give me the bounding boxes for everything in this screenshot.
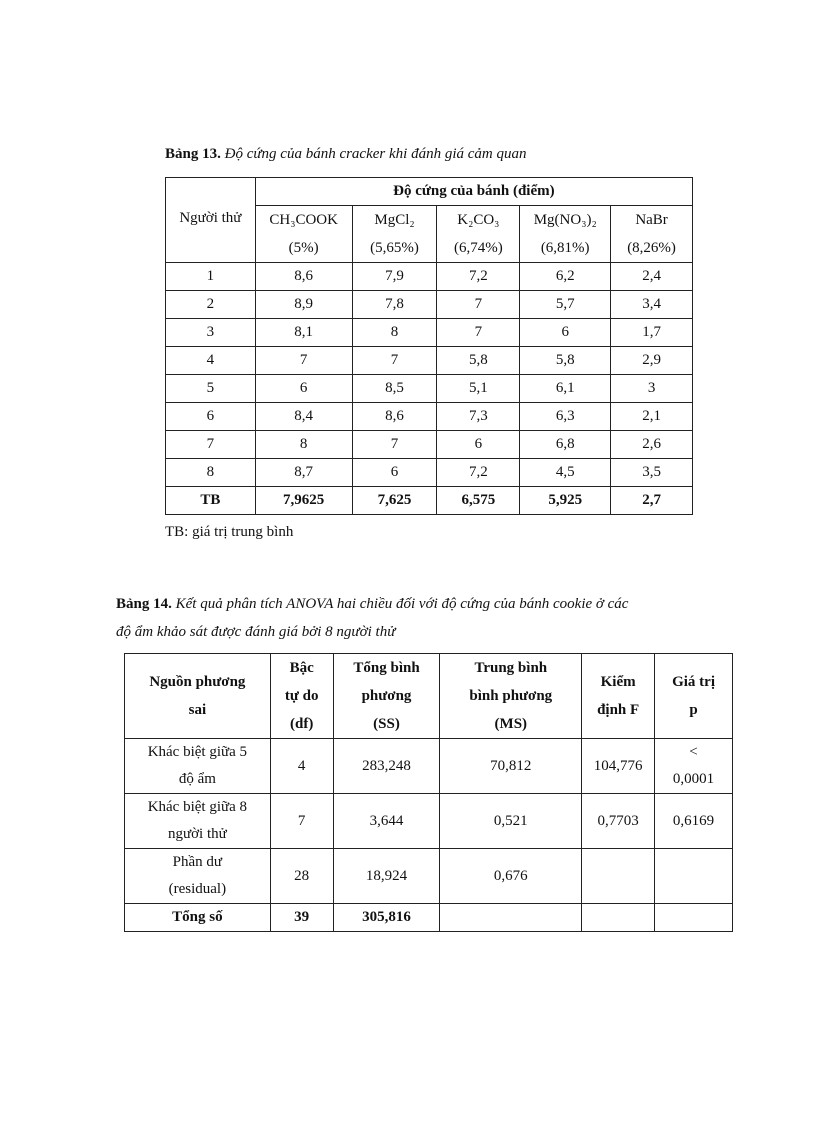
table-cell: TB bbox=[166, 487, 256, 515]
table13-column-header bbox=[520, 206, 611, 263]
column-name: MgCl₂ bbox=[374, 212, 415, 228]
table-cell: 4 bbox=[166, 347, 256, 375]
table-cell bbox=[582, 794, 655, 849]
cell-line: 0,6169 bbox=[672, 812, 715, 829]
table-cell: 5,925 bbox=[520, 487, 611, 515]
table14-caption bbox=[116, 596, 628, 613]
header-line: (SS) bbox=[373, 716, 400, 732]
cell-line: 70,812 bbox=[490, 757, 532, 774]
table-cell bbox=[440, 904, 582, 932]
table-cell: 8,4 bbox=[255, 403, 352, 431]
table-cell: 6,8 bbox=[520, 431, 611, 459]
header-line: p bbox=[689, 702, 698, 718]
table14-column-header bbox=[333, 654, 440, 739]
table13-column-header bbox=[437, 206, 520, 263]
table-cell bbox=[333, 849, 440, 904]
table-row bbox=[166, 263, 693, 291]
table-row bbox=[125, 849, 733, 904]
table13-column-header bbox=[255, 206, 352, 263]
column-name: K₂CO₃ bbox=[457, 212, 500, 228]
header-line: Nguồn phương bbox=[149, 674, 246, 690]
header-line: Kiểm bbox=[600, 674, 636, 690]
cell-line: 0,676 bbox=[493, 867, 528, 884]
cell-line: Tổng số bbox=[172, 909, 223, 925]
table13-group-header: Độ cứng của bánh (điểm) bbox=[255, 178, 692, 206]
table-cell bbox=[125, 794, 271, 849]
cell-line: (residual) bbox=[168, 881, 227, 897]
column-percent: (8,26%) bbox=[627, 240, 676, 256]
cell-line: 7 bbox=[297, 812, 306, 829]
table-cell: 8,6 bbox=[255, 263, 352, 291]
cell-line: 0,7703 bbox=[597, 812, 639, 829]
table-cell: 7,3 bbox=[437, 403, 520, 431]
table13-caption bbox=[165, 146, 526, 163]
column-percent: (5,65%) bbox=[370, 240, 419, 256]
cell-line: độ ẩm bbox=[178, 771, 216, 787]
column-percent: (5%) bbox=[288, 240, 319, 256]
table-cell: 6 bbox=[352, 459, 437, 487]
column-percent: (6,74%) bbox=[453, 240, 503, 256]
table14-column-header bbox=[270, 654, 333, 739]
table-cell: 7,2 bbox=[437, 459, 520, 487]
table-cell bbox=[655, 849, 733, 904]
table-cell bbox=[125, 904, 271, 932]
table-row bbox=[166, 291, 693, 319]
table-cell: 8,1 bbox=[255, 319, 352, 347]
table-cell: 4,5 bbox=[520, 459, 611, 487]
cell-line: < bbox=[689, 744, 698, 760]
cell-line: Khác biệt giữa 8 bbox=[147, 799, 248, 815]
table14-caption-line1: Kết quả phân tích ANOVA hai chiều đối với độ cứng của bánh cookie ở các bbox=[175, 596, 629, 612]
table-cell: 5,7 bbox=[520, 291, 611, 319]
table-cell: 6,1 bbox=[520, 375, 611, 403]
table-cell: 5,1 bbox=[437, 375, 520, 403]
table-cell: 2 bbox=[166, 291, 256, 319]
cell-line: 0,521 bbox=[493, 812, 528, 829]
table-cell: 8,5 bbox=[352, 375, 437, 403]
table-cell bbox=[582, 739, 655, 794]
table-cell: 7,625 bbox=[352, 487, 437, 515]
header-line: Tổng bình bbox=[353, 660, 420, 676]
table-row bbox=[166, 347, 693, 375]
table13-note: TB: giá trị trung bình bbox=[165, 524, 294, 540]
table-cell: 2,6 bbox=[611, 431, 693, 459]
table-cell: 7 bbox=[352, 431, 437, 459]
table-row bbox=[125, 739, 733, 794]
table14-column-header bbox=[125, 654, 271, 739]
table-cell bbox=[440, 739, 582, 794]
table-cell bbox=[270, 904, 333, 932]
table-cell bbox=[270, 849, 333, 904]
table-cell: 7,9 bbox=[352, 263, 437, 291]
header-line: Trung bình bbox=[474, 660, 548, 676]
table-cell bbox=[440, 794, 582, 849]
table-cell: 3,4 bbox=[611, 291, 693, 319]
cell-line: 39 bbox=[294, 909, 310, 925]
table13-caption-label: Bảng 13. bbox=[165, 146, 221, 162]
table-cell: 8 bbox=[166, 459, 256, 487]
table-cell: 6 bbox=[437, 431, 520, 459]
cell-line: 18,924 bbox=[365, 867, 408, 884]
table14-caption-line2: độ ẩm khảo sát được đánh giá bởi 8 người thử bbox=[116, 624, 396, 640]
table-cell: 8 bbox=[352, 319, 437, 347]
table-cell: 5,8 bbox=[520, 347, 611, 375]
table-row bbox=[166, 319, 693, 347]
table-cell: 6 bbox=[520, 319, 611, 347]
table14-column-header bbox=[440, 654, 582, 739]
table-cell: 6,575 bbox=[437, 487, 520, 515]
table-cell: 7,8 bbox=[352, 291, 437, 319]
table13-row-header: Người thử bbox=[166, 178, 256, 263]
table-cell: 7 bbox=[437, 319, 520, 347]
table-cell bbox=[125, 849, 271, 904]
table-cell: 3,5 bbox=[611, 459, 693, 487]
table-cell: 6 bbox=[255, 375, 352, 403]
table-row bbox=[166, 459, 693, 487]
table-cell: 7 bbox=[166, 431, 256, 459]
table-cell bbox=[655, 904, 733, 932]
cell-line: Phần dư bbox=[172, 854, 223, 870]
table14-caption-cont bbox=[116, 624, 395, 641]
table13 bbox=[165, 177, 693, 515]
table-cell bbox=[333, 904, 440, 932]
table-cell bbox=[655, 794, 733, 849]
table-cell bbox=[655, 739, 733, 794]
table-cell: 8,9 bbox=[255, 291, 352, 319]
header-line: sai bbox=[188, 702, 207, 718]
table-cell: 7,2 bbox=[437, 263, 520, 291]
table-cell: 6 bbox=[166, 403, 256, 431]
header-line: (df) bbox=[290, 716, 314, 732]
cell-line: Khác biệt giữa 5 bbox=[147, 744, 248, 760]
table-cell bbox=[333, 739, 440, 794]
header-line: tự do bbox=[284, 688, 319, 704]
table-row bbox=[166, 431, 693, 459]
column-name: NaBr bbox=[635, 212, 668, 228]
header-line: phương bbox=[361, 688, 412, 704]
table-cell: 7 bbox=[352, 347, 437, 375]
table-row bbox=[125, 904, 733, 932]
table13-column-header bbox=[352, 206, 437, 263]
table-cell bbox=[333, 794, 440, 849]
table-cell bbox=[270, 794, 333, 849]
cell-line: 104,776 bbox=[593, 757, 643, 774]
cell-line: 28 bbox=[294, 867, 310, 884]
table-cell bbox=[440, 849, 582, 904]
header-line: (MS) bbox=[494, 716, 528, 732]
table-cell: 3 bbox=[611, 375, 693, 403]
table-cell: 2,9 bbox=[611, 347, 693, 375]
table14-header-row bbox=[125, 654, 733, 739]
cell-line: 3,644 bbox=[369, 812, 404, 829]
table-row bbox=[125, 794, 733, 849]
table-row bbox=[166, 403, 693, 431]
cell-line: người thử bbox=[167, 826, 227, 842]
cell-line: 0,0001 bbox=[672, 771, 715, 787]
table-cell: 1,7 bbox=[611, 319, 693, 347]
table-cell: 7 bbox=[255, 347, 352, 375]
table-cell: 8,6 bbox=[352, 403, 437, 431]
cell-line: 305,816 bbox=[362, 909, 411, 925]
table-cell: 8,7 bbox=[255, 459, 352, 487]
table-cell: 5,8 bbox=[437, 347, 520, 375]
table13-caption-text: Độ cứng của bánh cracker khi đánh giá cảm quan bbox=[224, 146, 527, 162]
column-name: CH₃COOK bbox=[269, 212, 338, 228]
table-cell bbox=[582, 849, 655, 904]
table-cell: 8 bbox=[255, 431, 352, 459]
table-cell: 1 bbox=[166, 263, 256, 291]
header-line: bình phương bbox=[469, 688, 553, 704]
table-cell: 7,9625 bbox=[255, 487, 352, 515]
header-line: định F bbox=[597, 702, 640, 718]
table-row bbox=[166, 487, 693, 515]
table-cell: 2,7 bbox=[611, 487, 693, 515]
table-cell: 2,1 bbox=[611, 403, 693, 431]
header-line: Giá trị bbox=[672, 674, 715, 690]
table13-column-header bbox=[611, 206, 693, 263]
table14-column-header bbox=[582, 654, 655, 739]
table-cell bbox=[582, 904, 655, 932]
table14 bbox=[124, 653, 733, 932]
cell-line: 4 bbox=[297, 757, 306, 774]
header-line: Bậc bbox=[289, 660, 314, 676]
table-cell: 3 bbox=[166, 319, 256, 347]
table-cell: 6,3 bbox=[520, 403, 611, 431]
table-cell: 6,2 bbox=[520, 263, 611, 291]
table13-header-row bbox=[166, 178, 693, 206]
column-percent: (6,81%) bbox=[540, 240, 590, 256]
table-cell: 7 bbox=[437, 291, 520, 319]
cell-line: 283,248 bbox=[362, 757, 411, 774]
column-name: Mg(NO₃)₂ bbox=[533, 212, 597, 228]
table14-caption-label: Bảng 14. bbox=[116, 596, 172, 612]
table-row bbox=[166, 375, 693, 403]
table-cell bbox=[125, 739, 271, 794]
table-cell: 2,4 bbox=[611, 263, 693, 291]
table14-column-header bbox=[655, 654, 733, 739]
table-cell: 5 bbox=[166, 375, 256, 403]
table-cell bbox=[270, 739, 333, 794]
